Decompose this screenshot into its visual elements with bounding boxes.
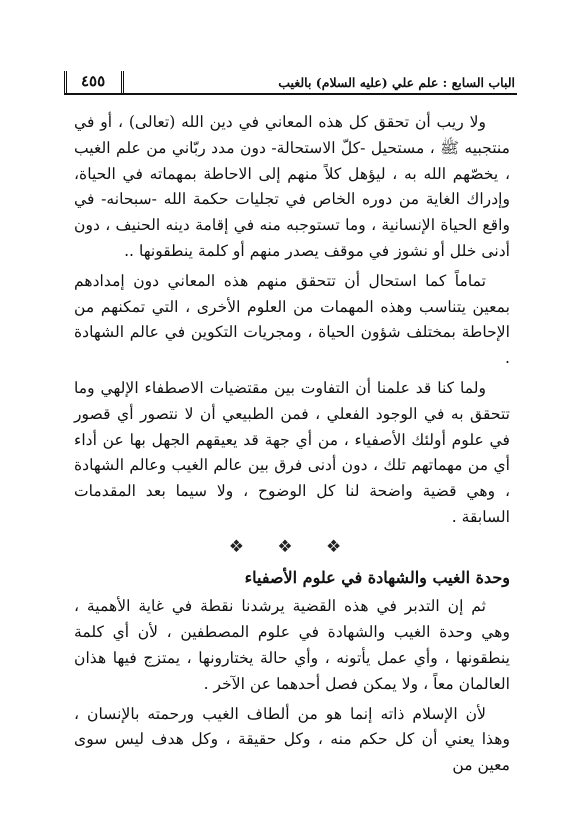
chapter-title: الباب السابع : علم علي (عليه السلام) بالغيب	[278, 75, 515, 90]
page-number-box	[64, 71, 124, 95]
section-heading: وحدة الغيب والشهادة في علوم الأصفياء	[244, 567, 510, 587]
running-header	[64, 73, 517, 95]
paragraph-2: تماماً كما استحال أن تتحقق منهم هذه المعاني دون إمدادهم بمعين يتناسب وهذه المهمات من العلوم الأخرى ، التي تمكنهم من الإحاطة بمختلف شؤون الحياة ، ومجريات التكوين في عالم الشهادة .	[74, 271, 510, 368]
paragraph-4: ثم إن التدبر في هذه القضية يرشدنا نقطة في غاية الأهمية ، وهي وحدة الغيب والشهادة في علوم المصطفين ، لأن أي كلمة ينطقونها ، وأي عمل يأتونه ، وأي حالة يختارونها ، يمتزج فيها هذان العالمان معاً ، ولا يمكن فصل أحدهما عن الآخر .	[74, 597, 510, 693]
page-body	[74, 110, 510, 783]
header-rule	[64, 93, 517, 95]
paragraph-1: ولا ريب أن تحقق كل هذه المعاني في دين الله (تعالى) ، أو في منتجبيه ﷺ ، مستحيل -كلّ الاستحالة- دون مدد ربّاني من علم الغيب ، يخصّهم الله به ، ليؤهل كلاً منهم إلى الاحاطة بمهماته في الحياة، وإدراك الغاية من دوره الخاص في تجليات حكمة الله -سبحانه- في واقع الحياة الإنسانية ، وما تستوجبه منه في إقامة دينه الحنيف ، دون أدنى خلل أو نشوز في موقف يصدر منهم أو كلمة ينطقونها ..	[74, 113, 510, 260]
paragraph-3: ولما كنا قد علمنا أن التفاوت بين مقتضيات الاصطفاء الإلهي وما تتحقق به في الوجود الفعلي ، فمن الطبيعي أن لا نتصور أي قصور في علوم أولئك الأصفياء ، من أي جهة قد يعيقهم الجهل بها عن أداء أي من مهماتهم تلك ، دون أدنى فرق بين عالم الغيب وعالم الشهادة ، وهي قضية واضحة لنا كل الوضوح ، ولا سيما بعد المقدمات السابقة .	[74, 378, 510, 526]
page-number: ٤٥٥	[81, 72, 106, 90]
section-divider-ornaments: ❖ ❖ ❖	[228, 536, 356, 557]
paragraph-5: لأن الإسلام ذاته إنما هو من ألطاف الغيب ورحمته بالإنسان ، وهذا يعني أن كل حكم منه ، وكل حقيقة ، وكل هدف ليس سوى معين من	[74, 704, 510, 775]
